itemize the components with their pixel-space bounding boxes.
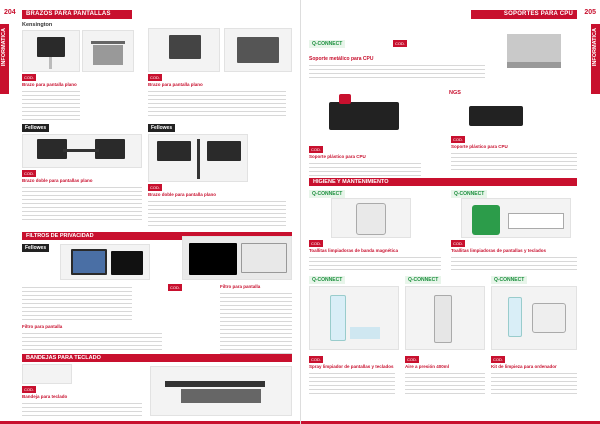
product-description	[22, 88, 80, 120]
product-title: Brazo doble para pantalla plano	[148, 192, 217, 197]
product-image	[82, 30, 134, 72]
product-description	[309, 62, 485, 78]
qconnect-logo: Q-CONNECT	[309, 190, 345, 198]
code-label: COD.	[170, 285, 180, 290]
product-description	[148, 198, 286, 226]
side-tab: INFORMATICA	[591, 24, 600, 94]
product-title: Filtro para pantalla	[220, 284, 261, 289]
page-number: 205	[584, 9, 596, 16]
product-image	[309, 286, 399, 350]
product-description	[22, 184, 142, 220]
product-image	[22, 134, 142, 168]
product-description	[309, 254, 441, 270]
code-label: COD.	[453, 241, 463, 246]
product-title: Bandeja para teclado	[22, 394, 68, 399]
code-label: COD.	[311, 241, 321, 246]
product-description	[405, 370, 485, 394]
code-label: COD.	[311, 147, 321, 152]
product-image	[182, 236, 292, 280]
product-image	[461, 198, 571, 238]
page-header: BRAZOS PARA PANTALLAS	[22, 10, 132, 19]
ngs-logo: NGS	[449, 90, 461, 96]
product-title: Soporte plástico para CPU	[451, 144, 508, 149]
code-label: COD.	[24, 171, 34, 176]
code-label: COD.	[395, 41, 405, 46]
qconnect-logo: Q-CONNECT	[451, 190, 487, 198]
code-label: COD.	[24, 75, 34, 80]
qconnect-logo: Q-CONNECT	[309, 40, 345, 48]
product-description	[451, 150, 577, 172]
code-label: COD.	[407, 357, 417, 362]
product-image	[461, 100, 531, 134]
qconnect-logo: Q-CONNECT	[491, 276, 527, 284]
product-image	[148, 28, 220, 72]
price-table	[22, 284, 132, 320]
code-label: COD.	[493, 357, 503, 362]
code-label: COD.	[150, 75, 160, 80]
product-image	[22, 30, 80, 72]
product-title: Toallitas limpiadoras de banda magnética	[309, 248, 398, 253]
product-description	[491, 370, 577, 394]
qconnect-logo: Q-CONNECT	[309, 276, 345, 284]
code-label: COD.	[453, 137, 463, 142]
fellowes-logo: Fellowes	[22, 124, 49, 132]
product-title: Brazo para pantalla plano	[22, 82, 77, 87]
page-header: SOPORTES PARA CPU	[471, 10, 577, 19]
product-description	[22, 330, 162, 350]
product-image	[331, 198, 411, 238]
product-image	[497, 24, 577, 82]
fellowes-logo: Fellowes	[148, 124, 175, 132]
product-description	[309, 160, 421, 176]
right-page	[300, 0, 600, 424]
product-image	[60, 244, 150, 280]
code-label: COD.	[24, 387, 34, 392]
product-title: Aire a presión 400ml	[405, 364, 450, 369]
product-description	[148, 88, 286, 118]
product-title: Brazo doble para pantallas plano	[22, 178, 93, 183]
section-header: FILTROS DE PRIVACIDAD	[22, 232, 292, 240]
side-tab: INFORMATICA	[0, 24, 9, 94]
product-title: Toallitas limpiadoras de pantallas y teclados	[451, 248, 546, 253]
product-title: Filtro para pantalla	[22, 324, 63, 329]
section-header: HIGIENE Y MANTENIMIENTO	[309, 178, 577, 186]
brand-label: Kensington	[22, 22, 53, 28]
product-image	[405, 286, 485, 350]
product-title: Soporte metálico para CPU	[309, 56, 374, 62]
product-image	[148, 134, 248, 182]
section-header: BANDEJAS PARA TECLADO	[22, 354, 292, 362]
product-title: Soporte plástico para CPU	[309, 154, 366, 159]
product-image	[491, 286, 577, 350]
product-image	[224, 28, 292, 72]
product-description	[451, 254, 577, 270]
product-title: Kit de limpieza para ordenador	[491, 364, 557, 369]
product-image	[309, 84, 421, 150]
code-label: COD.	[150, 185, 160, 190]
product-description	[220, 290, 292, 354]
fellowes-logo: Fellowes	[22, 244, 49, 252]
product-title: Brazo para pantalla plano	[148, 82, 203, 87]
product-image	[22, 364, 72, 384]
product-description	[309, 370, 395, 394]
product-image	[150, 366, 292, 416]
qconnect-logo: Q-CONNECT	[405, 276, 441, 284]
page-number: 204	[4, 9, 16, 16]
product-title: Spray limpiador de pantallas y teclados	[309, 364, 394, 369]
product-description	[22, 400, 142, 418]
code-label: COD.	[311, 357, 321, 362]
